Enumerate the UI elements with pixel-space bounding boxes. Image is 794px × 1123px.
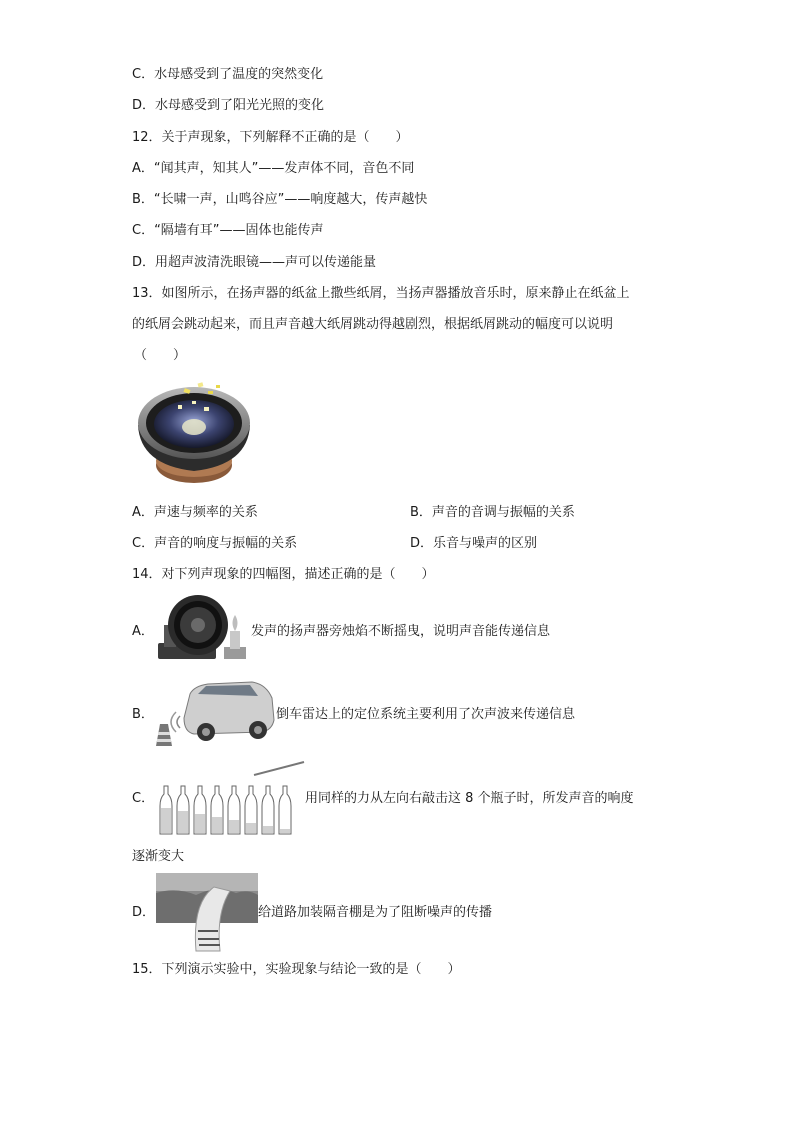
q13-stem-line3: （ ）	[134, 348, 187, 363]
q15-stem: 15．下列演示实验中，实验现象与结论一致的是（ ）	[132, 962, 461, 977]
q12-option-a: A．“闻其声，知其人”——发声体不同，音色不同	[132, 161, 415, 176]
car-reversing-radar-icon	[154, 676, 276, 748]
q13-option-a: A．声速与频率的关系	[132, 505, 258, 520]
q11-option-d: D．水母感受到了阳光光照的变化	[132, 98, 325, 113]
q14-option-c-text: 用同样的力从左向右敲击这 8 个瓶子时，所发声音的响度	[305, 791, 634, 806]
eight-bottles-icon	[156, 758, 306, 838]
q13-stem-line2: 的纸屑会跳动起来，而且声音越大纸屑跳动得越剧烈，根据纸屑跳动的幅度可以说明	[132, 317, 614, 332]
q11-option-c: C．水母感受到了温度的突然变化	[132, 67, 324, 82]
q14-option-a-text: 发声的扬声器旁烛焰不断摇曳，说明声音能传递信息	[251, 624, 551, 639]
road-sound-barrier-icon	[156, 873, 258, 953]
q12-option-b: B．“长啸一声，山鸣谷应”——响度越大，传声越快	[132, 192, 428, 207]
q14-option-c-label: C．	[132, 791, 155, 806]
speaker-with-paper-scraps-icon	[134, 375, 256, 491]
q14-option-a-label: A．	[132, 624, 154, 639]
q14-stem: 14．对下列声现象的四幅图，描述正确的是（ ）	[132, 567, 435, 582]
q12-option-d: D．用超声波清洗眼镜——声可以传递能量	[132, 255, 377, 270]
q14-option-b-text: 倒车雷达上的定位系统主要利用了次声波来传递信息	[276, 707, 576, 722]
speaker-and-candle-icon	[156, 591, 248, 665]
q14-option-b-label: B．	[132, 707, 154, 722]
q14-option-d-label: D．	[132, 905, 156, 920]
q14-option-d-text: 给道路加装隔音棚是为了阻断噪声的传播	[258, 905, 493, 920]
q13-stem-line1: 13．如图所示，在扬声器的纸盆上撒些纸屑，当扬声器播放音乐时，原来静止在纸盆上	[132, 286, 630, 301]
q13-option-d: D．乐音与噪声的区别	[410, 536, 538, 551]
q13-option-c: C．声音的响度与振幅的关系	[132, 536, 298, 551]
q12-option-c: C．“隔墙有耳”——固体也能传声	[132, 223, 324, 238]
q13-option-b: B．声音的音调与振幅的关系	[410, 505, 575, 520]
q14-option-c-continued: 逐渐变大	[132, 849, 185, 864]
q12-stem: 12．关于声现象，下列解释不正确的是（ ）	[132, 130, 409, 145]
